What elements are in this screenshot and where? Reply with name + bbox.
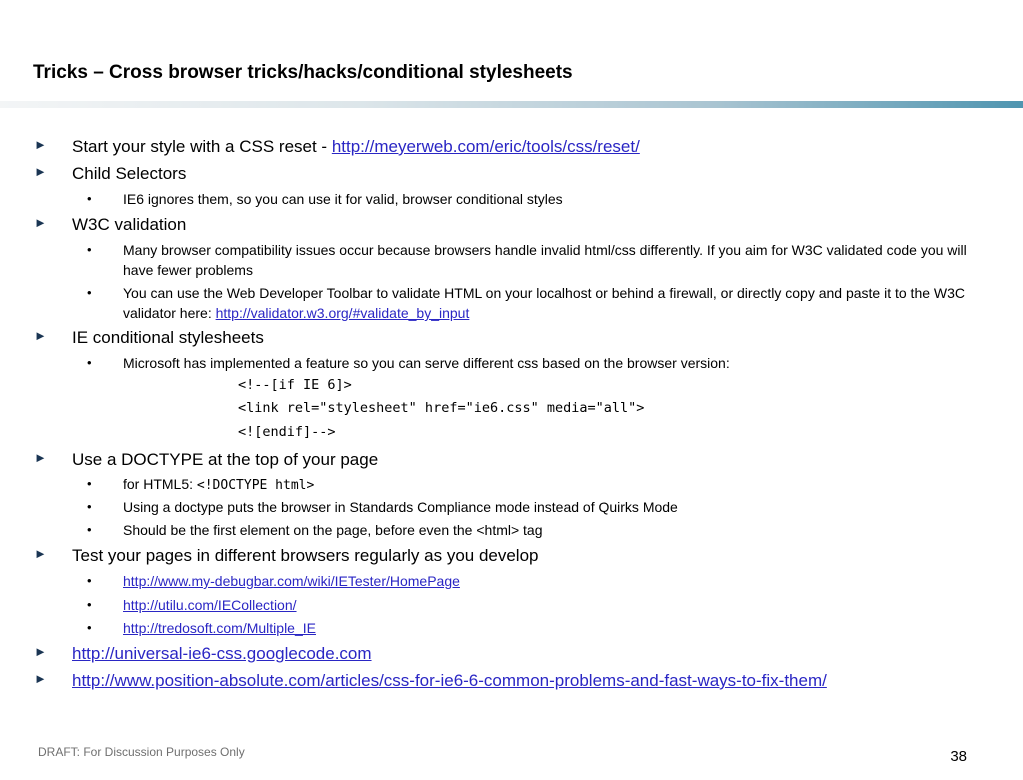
footer-draft-note: DRAFT: For Discussion Purposes Only <box>38 745 245 759</box>
bullet-text: Start your style with a CSS reset - <box>72 137 332 156</box>
iecollection-link[interactable]: http://utilu.com/IECollection/ <box>123 597 297 613</box>
bullet-text: Use a DOCTYPE at the top of your page <box>72 450 379 469</box>
triangle-right-icon: ► <box>34 137 47 152</box>
sub-bullet-html5-doctype <box>87 474 973 496</box>
dot-bullet-icon: • <box>87 355 92 370</box>
bullet-text: Test your pages in different browsers regularly as you develop <box>72 546 539 565</box>
code-line-link-stylesheet: <link rel="stylesheet" href="ie6.css" media="all"> <box>238 400 645 416</box>
dot-bullet-icon: • <box>87 476 92 491</box>
bullet-position-absolute <box>34 671 827 691</box>
bullet-child-selectors <box>34 164 187 184</box>
w3c-validator-link[interactable]: http://validator.w3.org/#validate_by_input <box>215 305 470 321</box>
sub-bullet-standards-mode <box>87 497 973 517</box>
sub-bullet-first-element <box>87 520 973 540</box>
bullet-test-browsers <box>34 546 539 566</box>
triangle-right-icon: ► <box>34 546 47 561</box>
sub-bullet-compat-issues <box>87 240 973 280</box>
triangle-right-icon: ► <box>34 671 47 686</box>
code-line-if-ie6: <!--[if IE 6]> <box>238 377 352 393</box>
css-reset-link[interactable]: http://meyerweb.com/eric/tools/css/reset/ <box>331 137 640 156</box>
sub-bullet-microsoft-feature <box>87 353 973 373</box>
doctype-code: <!DOCTYPE html> <box>196 478 315 493</box>
sub-bullet-text: Many browser compatibility issues occur because browsers handle invalid html/css differently. If you aim for W3C validated code you will have fewer problems <box>123 242 967 278</box>
sub-bullet-web-dev-toolbar <box>87 283 973 323</box>
sub-bullet-ie6-ignores <box>87 189 973 209</box>
bullet-w3c-validation <box>34 215 187 235</box>
dot-bullet-icon: • <box>87 499 92 514</box>
bullet-text: IE conditional stylesheets <box>72 328 264 347</box>
sub-bullet-iecollection <box>87 595 973 615</box>
triangle-right-icon: ► <box>34 450 47 465</box>
ietester-link[interactable]: http://www.my-debugbar.com/wiki/IETester/HomePage <box>123 573 460 589</box>
bullet-doctype <box>34 450 379 470</box>
slide-title: Tricks – Cross browser tricks/hacks/conditional stylesheets <box>33 62 573 83</box>
bullet-text: Child Selectors <box>72 164 187 183</box>
triangle-right-icon: ► <box>34 644 47 659</box>
bullet-universal-ie6-css <box>34 644 372 664</box>
multiple-ie-link[interactable]: http://tredosoft.com/Multiple_IE <box>123 620 316 636</box>
dot-bullet-icon: • <box>87 597 92 612</box>
sub-bullet-text: Using a doctype puts the browser in Standards Compliance mode instead of Quirks Mode <box>123 499 678 515</box>
dot-bullet-icon: • <box>87 573 92 588</box>
sub-bullet-text: for HTML5: <box>123 476 197 492</box>
triangle-right-icon: ► <box>34 164 47 179</box>
page-number: 38 <box>950 748 967 765</box>
dot-bullet-icon: • <box>87 285 92 300</box>
triangle-right-icon: ► <box>34 215 47 230</box>
sub-bullet-ietester <box>87 571 973 591</box>
bullet-css-reset <box>34 137 640 157</box>
dot-bullet-icon: • <box>87 620 92 635</box>
sub-bullet-text: Microsoft has implemented a feature so you can serve different css based on the browser version: <box>123 355 730 371</box>
triangle-right-icon: ► <box>34 328 47 343</box>
dot-bullet-icon: • <box>87 191 92 206</box>
universal-ie6-css-link[interactable]: http://universal-ie6-css.googlecode.com <box>72 644 372 663</box>
sub-bullet-text: You can use the Web Developer Toolbar to validate HTML on your localhost or behind a firewall, or directly copy and paste it to the W3C validator here: <box>123 285 966 321</box>
bullet-text: W3C validation <box>72 215 187 234</box>
dot-bullet-icon: • <box>87 242 92 257</box>
dot-bullet-icon: • <box>87 522 92 537</box>
title-divider <box>0 101 1023 108</box>
bullet-ie-conditional <box>34 328 264 348</box>
sub-bullet-multiple-ie <box>87 618 973 638</box>
code-line-endif: <![endif]--> <box>238 424 336 440</box>
sub-bullet-text: Should be the first element on the page, before even the <html> tag <box>123 522 543 538</box>
position-absolute-link[interactable]: http://www.position-absolute.com/articles/css-for-ie6-6-common-problems-and-fast-ways-to-fix-them/ <box>72 671 827 690</box>
sub-bullet-text: IE6 ignores them, so you can use it for valid, browser conditional styles <box>123 191 563 207</box>
